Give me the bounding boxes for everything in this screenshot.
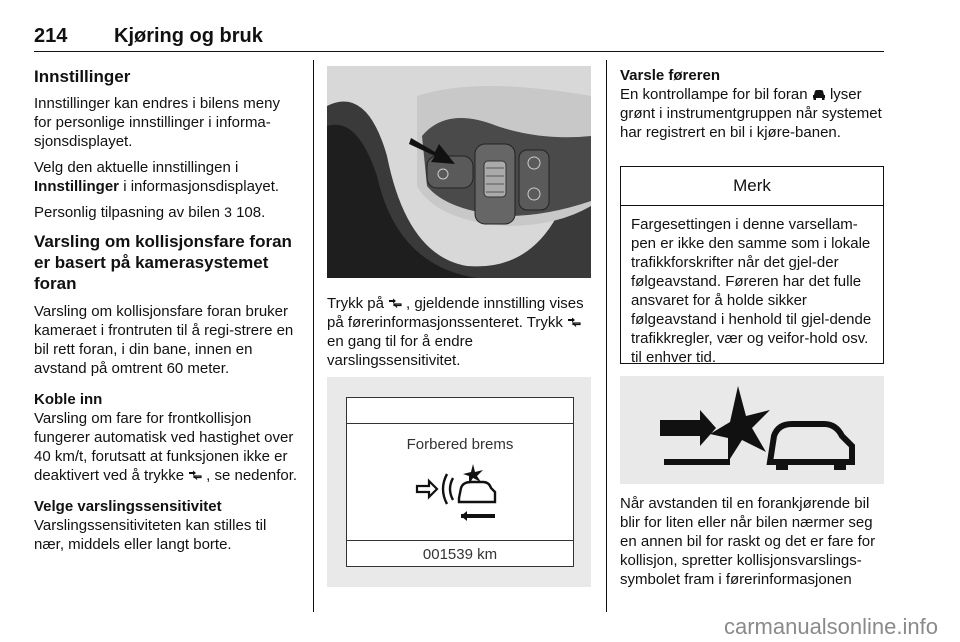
text: Velg den aktuelle innstillingen i — [34, 159, 239, 176]
vehicle-ahead-icon — [812, 86, 830, 103]
steering-wheel-figure — [327, 66, 591, 278]
right-column-top — [620, 66, 886, 142]
heading-settings: Innstillinger — [34, 67, 131, 86]
page-header — [34, 25, 884, 53]
paragraph-alert-driver — [620, 85, 886, 142]
header-rule — [34, 51, 884, 52]
text: Trykk på — [327, 295, 384, 312]
middle-column-text — [327, 294, 593, 370]
display-odometer: 001539 km — [422, 546, 498, 563]
collision-warning-symbol-figure — [620, 376, 884, 484]
text: i informasjonsdisplayet. — [123, 178, 280, 195]
paragraph-press-button — [327, 294, 593, 370]
reference-arrow-icon: 3 — [224, 204, 232, 220]
note-title: Merk — [621, 167, 883, 206]
chapter-title: Kjøring og bruk — [114, 25, 263, 47]
heading-alert-driver: Varsle føreren — [620, 67, 721, 84]
display-screen — [346, 397, 574, 567]
fcw-button-icon — [188, 467, 206, 483]
collision-alert-icon — [415, 462, 505, 530]
paragraph-settings-3 — [34, 203, 300, 222]
display-top-rule — [347, 423, 573, 424]
note-body: Fargesettingen i denne varsellam-pen er ikke den samme som i lokale trafikkforskrifter når det gjel-der følgeavstand. Føreren har det fulle ansvaret for å holde sikker følgeavstand i henhold til gjel-dende trafikkregler, vær og veifor-hold osv. til enhver tid. — [631, 216, 872, 366]
heading-sensitivity: Velge varslingssensitivitet — [34, 498, 222, 515]
paragraph-sensitivity: Varslingssensitiviteten kan stilles til nær, middels eller langt borte. — [34, 517, 267, 553]
watermark: carmanualsonline.info — [723, 614, 938, 639]
page-number: 214 — [34, 25, 68, 47]
column-divider-2 — [606, 60, 607, 612]
page-reference[interactable]: 108. — [236, 204, 266, 221]
paragraph-enable — [34, 409, 300, 485]
text: En kontrollampe for bil foran — [620, 86, 808, 103]
display-title: Forbered brems — [406, 436, 514, 453]
paragraph-fcw: Varsling om kollisjonsfare foran bruker kameraet i frontruten til å regi-strere en bil rett foran, i din bane, innen en avstand på omtrent 60 meter. — [34, 303, 294, 377]
text: , se nedenfor. — [206, 467, 298, 484]
right-column-bottom — [620, 494, 886, 589]
fcw-button-icon — [388, 295, 406, 311]
paragraph-settings-2 — [34, 158, 300, 196]
text: en gang til for å endre varslingssensitivitet. — [327, 333, 473, 369]
display-bottom-rule — [347, 540, 573, 541]
paragraph-settings-1: Innstillinger kan endres i bilens meny for personlige innstillinger i informa-sjonsdisplayet. — [34, 95, 280, 150]
column-divider-1 — [313, 60, 314, 612]
left-column — [34, 66, 300, 554]
heading-forward-collision-alert: Varsling om kollisjonsfare foran er basert på kamerasystemet foran — [34, 232, 292, 293]
text: Personlig tilpasning av bilen — [34, 204, 220, 221]
text: , gjeldende innstilling vises på førerinformasjonssenteret. Trykk — [327, 295, 584, 331]
driver-info-display-figure — [327, 377, 591, 587]
text: Varsling om fare for frontkollisjon fungerer automatisk ved hastighet over 40 km/t, forutsatt at funksjonen ikke er deaktivert ved å trykke — [34, 410, 294, 484]
fcw-button-icon — [567, 314, 581, 330]
menu-name-settings: Innstillinger — [34, 178, 120, 195]
heading-enable: Koble inn — [34, 391, 103, 408]
paragraph-distance: Når avstanden til en forankjørende bil blir for liten eller når bilen nærmer seg en annen bil for raskt og det er fare for kollisjon, spretter kollisjonsvarslings-symbolet fram i førerinformasjonen — [620, 495, 876, 588]
text: lyser grønt i instrumentgruppen når systemet har registrert en bil i kjøre-banen. — [620, 86, 882, 141]
note-box — [620, 166, 884, 364]
